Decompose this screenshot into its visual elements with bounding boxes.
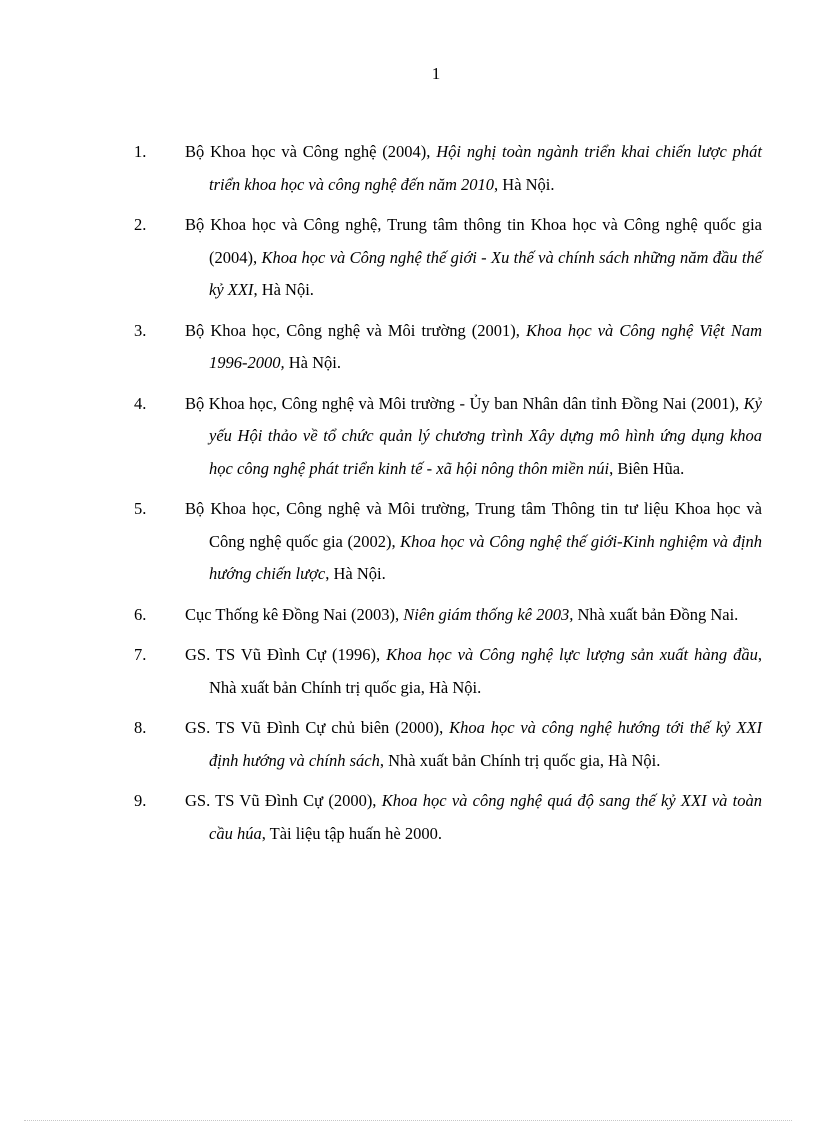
reference-title: Khoa học và công nghệ hướng tới thế kỷ XXI định hướng và chính sách xyxy=(209,718,762,770)
reference-item xyxy=(0,712,816,777)
reference-list xyxy=(0,136,816,858)
reference-title: Khoa học và Công nghệ Việt Nam 1996-2000, xyxy=(209,320,762,372)
reference-publisher: Nhà xuất bản Đồng Nai. xyxy=(573,604,739,624)
reference-publisher: , Nhà xuất bản Chính trị quốc gia, Hà Nội. xyxy=(379,750,661,770)
reference-text xyxy=(185,209,762,307)
reference-authors: Bộ Khoa học, Công nghệ và Môi trường, Trung tâm Thông tin tư liệu Khoa học và Công nghệ quốc gia (2002), xyxy=(185,499,762,551)
reference-title: Khoa học và Công nghệ thế giới - Xu thế và chính sách những năm đầu thế kỷ XXI xyxy=(209,247,762,299)
reference-number: 8. xyxy=(134,718,147,737)
reference-number: 4. xyxy=(134,393,147,413)
reference-publisher: , Hà Nội. xyxy=(325,564,386,583)
reference-title: Niên giám thống kê 2003, xyxy=(403,604,574,624)
reference-text xyxy=(185,136,762,201)
reference-number: 6. xyxy=(134,604,147,624)
reference-text xyxy=(185,315,762,380)
reference-number: 5. xyxy=(134,499,147,518)
reference-item xyxy=(0,315,816,380)
reference-title: Hội nghị toàn ngành triển khai chiến lược phát triển khoa học và công nghệ đến năm 2010 xyxy=(209,142,762,194)
reference-authors: GS. TS Vũ Đình Cự (2000), xyxy=(185,791,382,810)
reference-publisher: , Tài liệu tập huấn hè 2000. xyxy=(261,823,442,843)
reference-item xyxy=(0,209,816,307)
reference-text xyxy=(185,493,762,591)
reference-publisher: , Hà Nội. xyxy=(494,174,555,194)
reference-publisher: , Biên Hũa. xyxy=(609,458,685,478)
reference-text xyxy=(185,599,762,632)
reference-text xyxy=(185,712,762,777)
reference-number: 7. xyxy=(134,645,147,664)
reference-authors: Bộ Khoa học, Công nghệ và Môi trường - Ủy ban Nhân dân tỉnh Đồng Nai (2001), xyxy=(185,393,744,413)
reference-text xyxy=(185,639,762,704)
reference-authors: GS. TS Vũ Đình Cự chủ biên (2000), xyxy=(185,718,450,737)
reference-number: 3. xyxy=(134,320,147,340)
reference-item xyxy=(0,136,816,201)
reference-number: 9. xyxy=(134,791,147,810)
reference-item xyxy=(0,639,816,704)
reference-number: 1. xyxy=(134,142,147,161)
reference-text xyxy=(185,388,762,486)
reference-publisher: , Hà Nội. xyxy=(253,280,314,299)
reference-item xyxy=(0,599,816,632)
reference-publisher: Hà Nội. xyxy=(284,353,341,372)
reference-authors: Bộ Khoa học, Công nghệ và Môi trường (2001), xyxy=(185,320,526,340)
reference-authors: Bộ Khoa học và Công nghệ (2004), xyxy=(185,142,437,161)
reference-item xyxy=(0,785,816,850)
reference-title: Khoa học và Công nghệ thế giới-Kinh nghiệm và định hướng chiến lược xyxy=(209,531,762,583)
reference-item xyxy=(0,493,816,591)
reference-publisher: , Nhà xuất bản Chính trị quốc gia, Hà Nội. xyxy=(209,645,763,697)
reference-title: Kỷ yếu Hội thảo về tổ chức quản lý chương trình Xây dựng mô hình ứng dụng khoa học công nghệ phát triển kinh tế - xã hội nông thôn miền núi xyxy=(209,393,762,478)
reference-authors: Cục Thống kê Đồng Nai (2003), xyxy=(185,604,404,624)
reference-number: 2. xyxy=(134,215,147,234)
reference-authors: Bộ Khoa học và Công nghệ, Trung tâm thông tin Khoa học và Công nghệ quốc gia (2004), xyxy=(185,215,762,267)
reference-text xyxy=(185,785,762,850)
page-bottom-divider xyxy=(24,1120,792,1121)
reference-authors: GS. TS Vũ Đình Cự (1996), xyxy=(185,645,387,664)
reference-title: Khoa học và Công nghệ lực lượng sản xuất hàng đầu xyxy=(386,645,758,664)
reference-title: Khoa học và công nghệ quá độ sang thế kỷ XXI và toàn cầu húa xyxy=(209,791,763,843)
reference-item xyxy=(0,388,816,486)
page-number: 1 xyxy=(431,64,441,83)
